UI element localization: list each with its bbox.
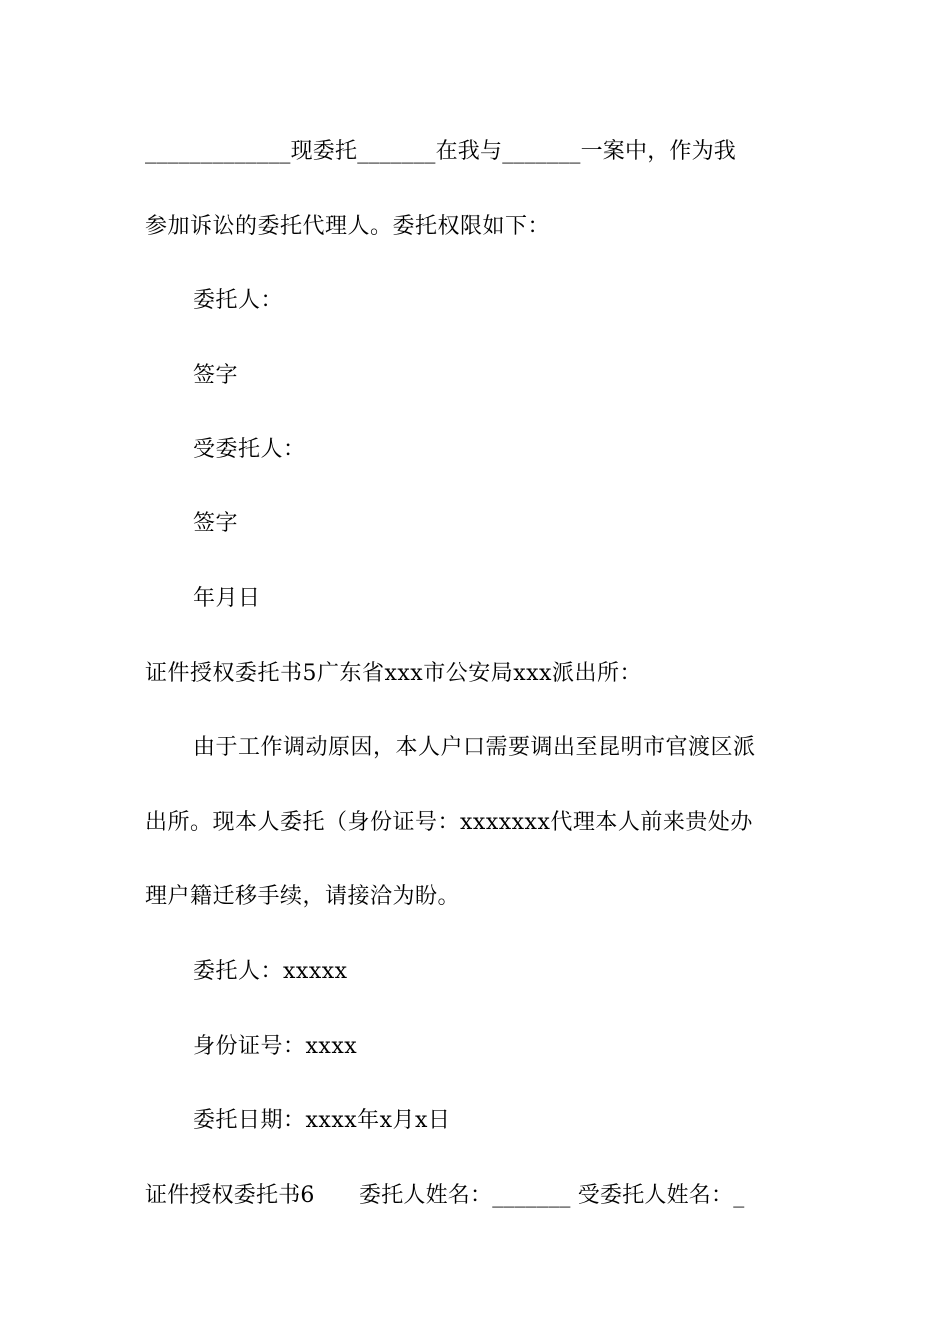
paragraph-line: 参加诉讼的委托代理人。委托权限如下： [145,214,551,239]
paragraph-line: _____________现委托_______在我与_______一案中，作为我 [145,139,737,164]
paragraph-line: 签字 [193,511,239,536]
section-heading-line: 证件授权委托书6 委托人姓名：_______ 受委托人姓名：_ [145,1183,745,1208]
paragraph-line: 委托人：xxxxx [193,959,348,984]
paragraph-line: 由于工作调动原因，本人户口需要调出至昆明市官渡区派 [193,735,756,760]
paragraph-line: 委托日期：xxxx年x月x日 [193,1108,451,1133]
paragraph-line: 理户籍迁移手续，请接洽为盼。 [145,884,461,909]
paragraph-line: 受委托人： [193,437,306,462]
paragraph-line: 签字 [193,363,239,388]
paragraph-line: 委托人： [193,288,284,313]
paragraph-line: 出所。现本人委托（身份证号：xxxxxxx代理本人前来贵处办 [145,810,753,835]
paragraph-line: 年月日 [193,586,261,611]
paragraph-line: 身份证号：xxxx [193,1034,358,1059]
section-heading-line: 证件授权委托书5广东省xxx市公安局xxx派出所： [145,661,642,686]
